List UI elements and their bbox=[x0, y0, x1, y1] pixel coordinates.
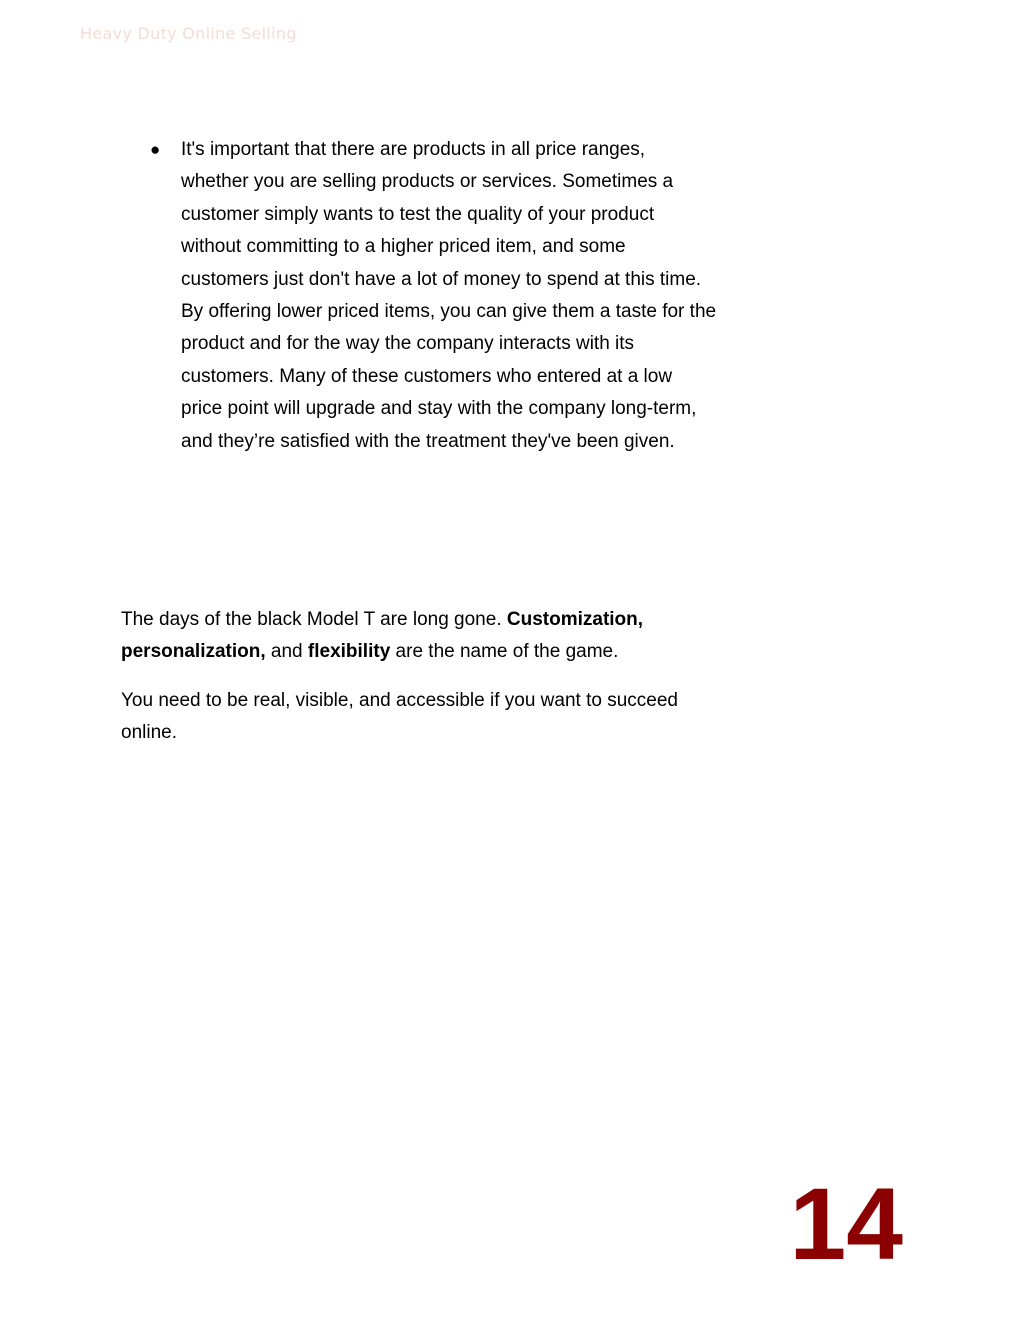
paragraph-text: are the name of the game. bbox=[390, 641, 619, 663]
paragraph-text: The days of the black Model T are long gone. bbox=[121, 609, 507, 630]
bullet-marker: ● bbox=[150, 140, 161, 159]
running-header: Heavy Duty Online Selling bbox=[80, 24, 297, 43]
bold-customization: Customization, personalization, bbox=[121, 609, 644, 663]
bullet-list-item bbox=[150, 134, 720, 458]
bold-flexibility: flexibility bbox=[307, 641, 391, 663]
paragraph-succeed-online: You need to be real, visible, and accessible if you want to succeed online. bbox=[121, 690, 678, 744]
bullet-text: It's important that there are products in all price ranges, whether you are selling products or services. Sometimes a customer simply wants to test the quality of your product without committing to a higher priced item, and some customers just don't have a lot of money to spend at this time. By offering lower priced items, you can give them a taste for the product and for the way the company interacts with its customers. Many of these customers who entered at a low price point will upgrade and stay with the company long-term, and they’re satisfied with the treatment they've been given. bbox=[181, 139, 717, 452]
page-number: 14 bbox=[789, 1167, 903, 1281]
paragraph-model-t bbox=[121, 604, 721, 669]
paragraph-text: and bbox=[265, 641, 308, 663]
